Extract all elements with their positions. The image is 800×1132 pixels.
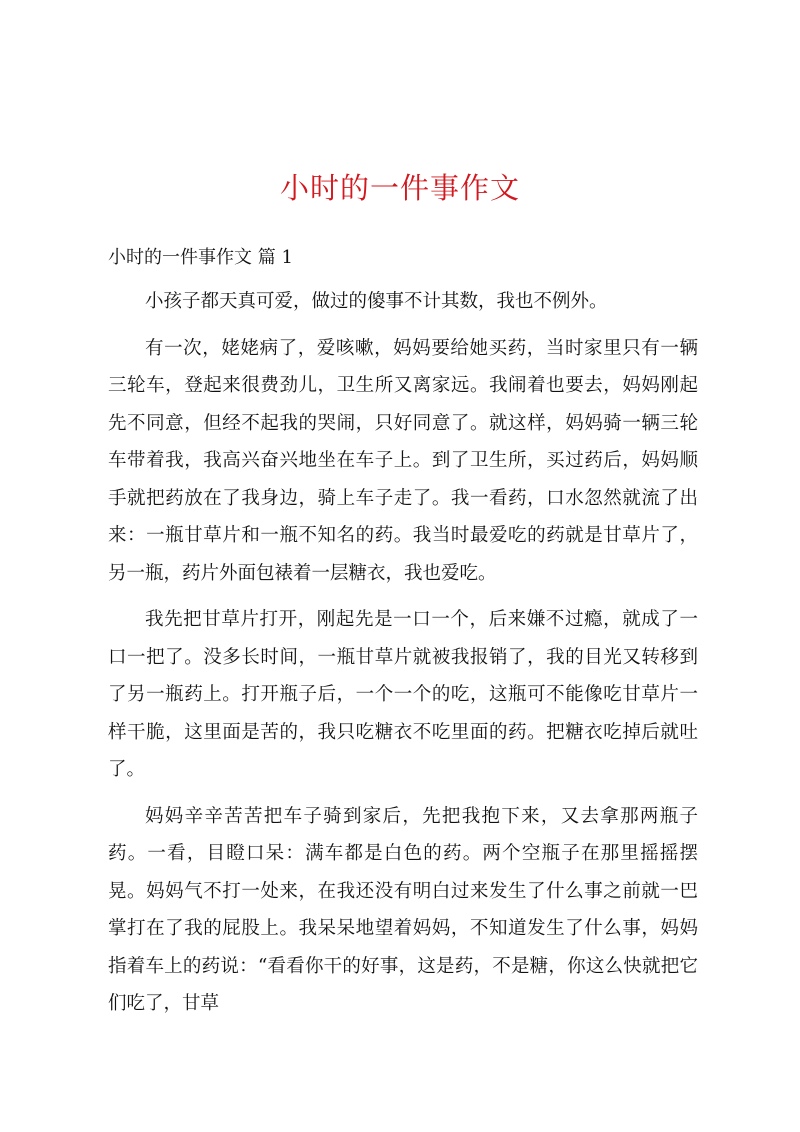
paragraph: 妈妈辛辛苦苦把车子骑到家后，先把我抱下来，又去拿那两瓶子药。一看，目瞪口呆：满车都是白色的药。两个空瓶子在那里摇摇摆晃。妈妈气不打一处来，在我还没有明白过来发生了什么事之前就一巴掌打在了我的屁股上。我呆呆地望着妈妈，不知道发生了什么事，妈妈指着车上的药说：“看看你干的好事，这是药，不是糖，你这么快就把它们吃了，甘草 — [108, 805, 698, 1014]
paragraph: 小孩子都天真可爱，做过的傻事不计其数，我也不例外。 — [145, 291, 608, 312]
document-body — [108, 283, 698, 1032]
paragraph: 有一次，姥姥病了，爱咳嗽，妈妈要给她买药，当时家里只有一辆三轮车，登起来很费劲儿，卫生所又离家远。我闹着也要去，妈妈刚起先不同意，但经不起我的哭闹，只好同意了。就这样，妈妈骑一辆三轮车带着我，我高兴奋兴地坐在车子上。到了卫生所，买过药后，妈妈顺手就把药放在了我身边，骑上车子走了。我一看药，口水忽然就流了出来：一瓶甘草片和一瓶不知名的药。我当时最爱吃的药就是甘草片了，另一瓶，药片外面包裱着一层糖衣，我也爱吃。 — [108, 337, 698, 584]
document-title: 小时的一件事作文 — [279, 171, 520, 205]
paragraph: 我先把甘草片打开，刚起先是一口一个，后来嫌不过瘾，就成了一口一把了。没多长时间，一瓶甘草片就被我报销了，我的目光又转移到了另一瓶药上。打开瓶子后，一个一个的吃，这瓶可不能像吃甘草片一样干脆，这里面是苦的，我只吃糖衣不吃里面的药。把糖衣吃掉后就吐了。 — [108, 609, 698, 780]
section-heading: 小时的一件事作文 篇 1 — [108, 247, 293, 268]
